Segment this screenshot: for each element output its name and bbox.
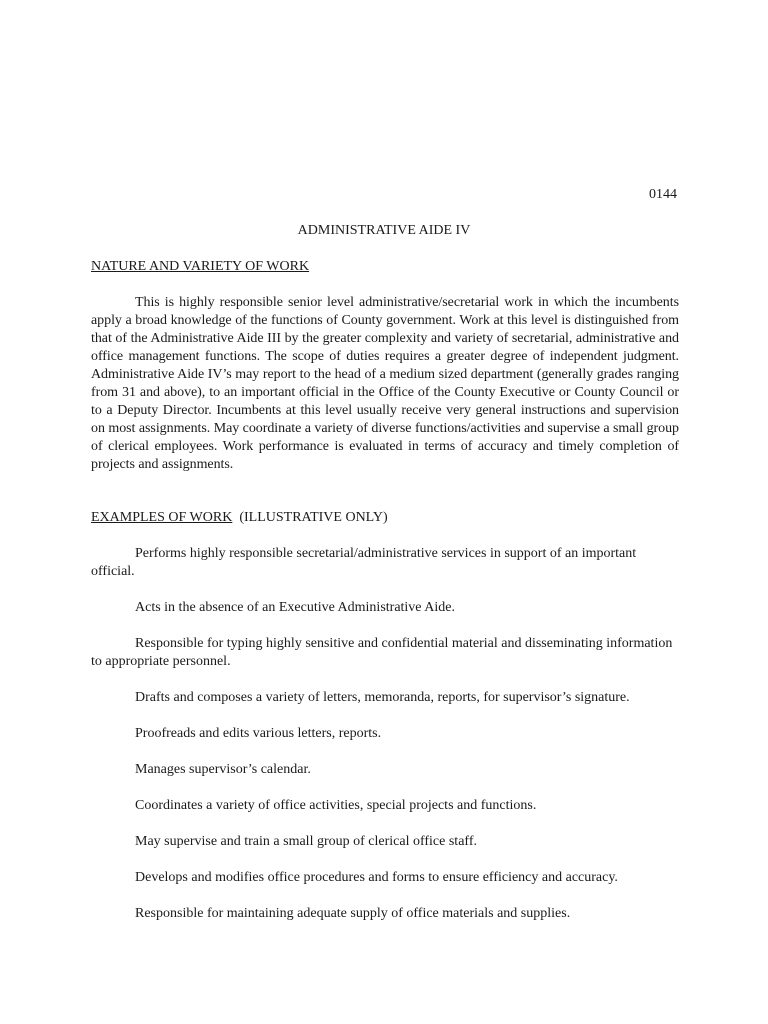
example-item: May supervise and train a small group of clerical office staff.: [135, 834, 477, 849]
document-title: ADMINISTRATIVE AIDE IV: [297, 223, 471, 238]
example-item: Acts in the absence of an Executive Administrative Aide.: [135, 600, 455, 615]
examples-list: [91, 545, 681, 941]
examples-heading-text: EXAMPLES OF WORK: [91, 510, 233, 525]
examples-section-heading: [91, 509, 388, 527]
nature-paragraph: This is highly responsible senior level administrative/secretarial work in which the incumbents apply a broad knowledge of the functions of County government. Work at this level is distinguished from that of the Administrative Aide III by the greater complexity and variety of secretarial, administrative and office management functions. The scope of duties requires a greater degree of independent judgment. Administrative Aide IV’s may report to the head of a medium sized department (generally grades ranging from 31 and above), to an important official in the Office of the County Executive or County Council or to a Deputy Director. Incumbents at this level usually receive very general instructions and supervision on most assignments. May coordinate a variety of diverse functions/activities and supervise a small group of clerical employees. Work performance is evaluated in terms of accuracy and timely completion of projects and assignments.: [91, 295, 679, 472]
example-item: Responsible for maintaining adequate supply of office materials and supplies.: [135, 906, 571, 921]
example-item: Performs highly responsible secretarial/administrative services in support of an important official.: [91, 546, 637, 579]
example-item: Drafts and composes a variety of letters, memoranda, reports, for supervisor’s signature.: [135, 690, 630, 705]
document-number: 0144: [649, 187, 677, 202]
example-item: Proofreads and edits various letters, reports.: [135, 726, 382, 741]
example-item: Responsible for typing highly sensitive and confidential material and disseminating information to appropriate personnel.: [91, 636, 673, 669]
nature-section-heading: [91, 258, 309, 276]
example-item: Manages supervisor’s calendar.: [135, 762, 311, 777]
nature-heading-text: NATURE AND VARIETY OF WORK: [91, 259, 310, 274]
example-item: Coordinates a variety of office activities, special projects and functions.: [135, 798, 537, 813]
example-item: Develops and modifies office procedures and forms to ensure efficiency and accuracy.: [135, 870, 618, 885]
examples-qualifier: (ILLUSTRATIVE ONLY): [239, 510, 388, 525]
